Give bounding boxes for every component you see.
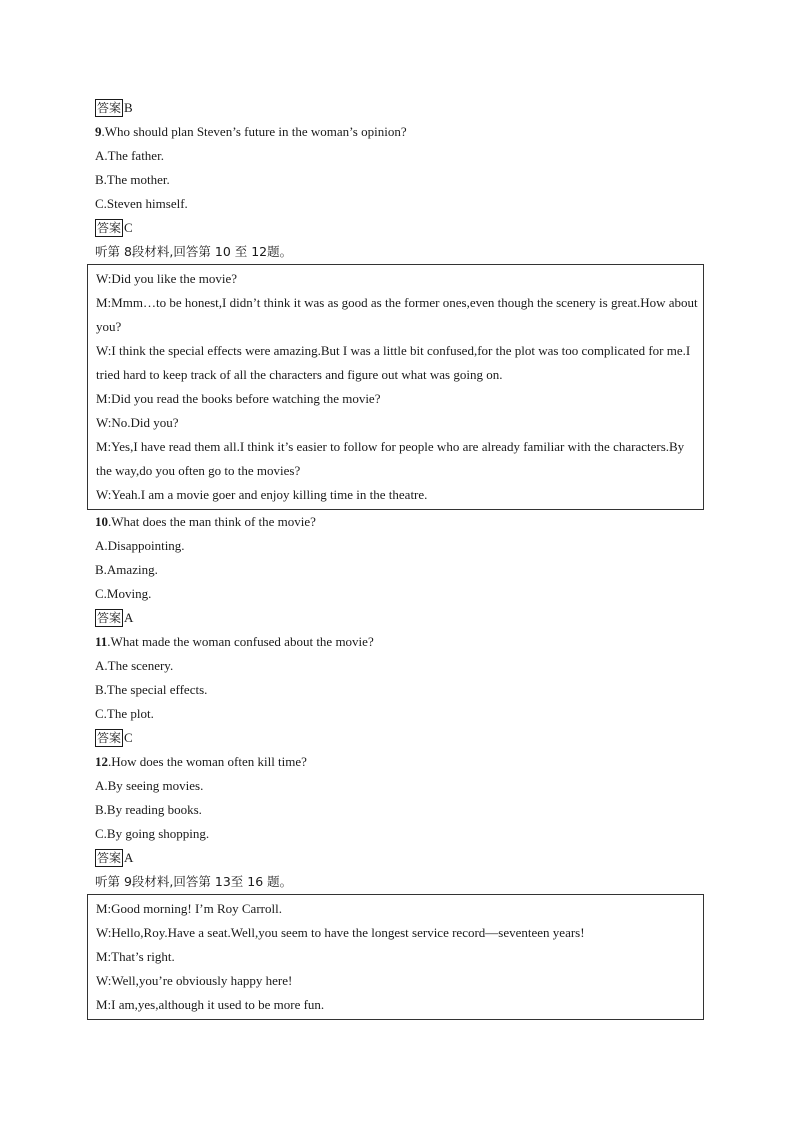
option-c: C.By going shopping.: [95, 826, 210, 841]
answer-value: A: [124, 610, 134, 625]
dialogue-line: W:No.Did you?: [96, 415, 179, 430]
answer-tag: 答案: [97, 851, 122, 865]
answer-q9: [95, 216, 707, 240]
answer-q8: [95, 96, 707, 120]
question-text: .Who should plan Steven’s future in the woman’s opinion?: [101, 124, 407, 139]
question-text: .What made the woman confused about the movie?: [107, 634, 374, 649]
dialogue-9-box: [87, 894, 704, 1020]
answer-value: C: [124, 730, 133, 745]
dialogue-line: M:That’s right.: [96, 949, 175, 964]
question-text: .How does the woman often kill time?: [108, 754, 307, 769]
answer-tag: 答案: [97, 731, 122, 745]
option-b: B.The special effects.: [95, 682, 208, 697]
option-c: C.The plot.: [95, 706, 154, 721]
answer-q12: [95, 846, 707, 870]
answer-tag: 答案: [97, 611, 122, 625]
dialogue-line: M:Did you read the books before watching the movie?: [96, 391, 381, 406]
question-12: [95, 750, 707, 774]
dialogue-line: W:Hello,Roy.Have a seat.Well,you seem to have the longest service record—seventeen years!: [96, 925, 585, 940]
answer-q11: [95, 726, 707, 750]
dialogue-line: M:Yes,I have read them all.I think it’s easier to follow for people who are already familiar with the characters.By the way,do you often go to the movies?: [96, 439, 685, 478]
answer-q10: [95, 606, 707, 630]
question-9: [95, 120, 707, 144]
question-number: 9: [95, 124, 102, 139]
dialogue-line: W:Well,you’re obviously happy here!: [96, 973, 293, 988]
dialogue-line: M:I am,yes,although it used to be more fun.: [96, 997, 325, 1012]
option-c: C.Moving.: [95, 586, 152, 601]
option-c: C.Steven himself.: [95, 196, 188, 211]
question-number: 12: [95, 754, 108, 769]
answer-value: A: [124, 850, 134, 865]
dialogue-line: M:Mmm…to be honest,I didn’t think it was as good as the former ones,even though the scenery is great.How about you?: [96, 295, 698, 334]
dialogue-line: W:Yeah.I am a movie goer and enjoy killing time in the theatre.: [96, 487, 428, 502]
document-page: [95, 96, 707, 1020]
question-text: .What does the man think of the movie?: [108, 514, 316, 529]
dialogue-line: M:Good morning! I’m Roy Carroll.: [96, 901, 282, 916]
answer-tag: 答案: [97, 101, 122, 115]
section-9-instruction: 听第 9段材料,回答第 13至 16 题。: [95, 874, 293, 889]
option-b: B.By reading books.: [95, 802, 202, 817]
question-11: [95, 630, 707, 654]
dialogue-line: W:I think the special effects were amazing.But I was a little bit confused,for the plot was too complicated for me.I tried hard to keep track of all the characters and figure out what was going on.: [96, 343, 691, 382]
option-a: A.By seeing movies.: [95, 778, 204, 793]
option-b: B.The mother.: [95, 172, 170, 187]
question-number: 11: [95, 634, 108, 649]
section-8-instruction: 听第 8段材料,回答第 10 至 12题。: [95, 244, 293, 259]
dialogue-8-box: [87, 264, 704, 510]
option-a: A.The father.: [95, 148, 164, 163]
answer-value: B: [124, 100, 133, 115]
dialogue-line: W:Did you like the movie?: [96, 271, 238, 286]
option-a: A.The scenery.: [95, 658, 174, 673]
answer-value: C: [124, 220, 133, 235]
question-number: 10: [95, 514, 108, 529]
question-10: [95, 510, 707, 534]
option-a: A.Disappointing.: [95, 538, 185, 553]
answer-tag: 答案: [97, 221, 122, 235]
option-b: B.Amazing.: [95, 562, 158, 577]
